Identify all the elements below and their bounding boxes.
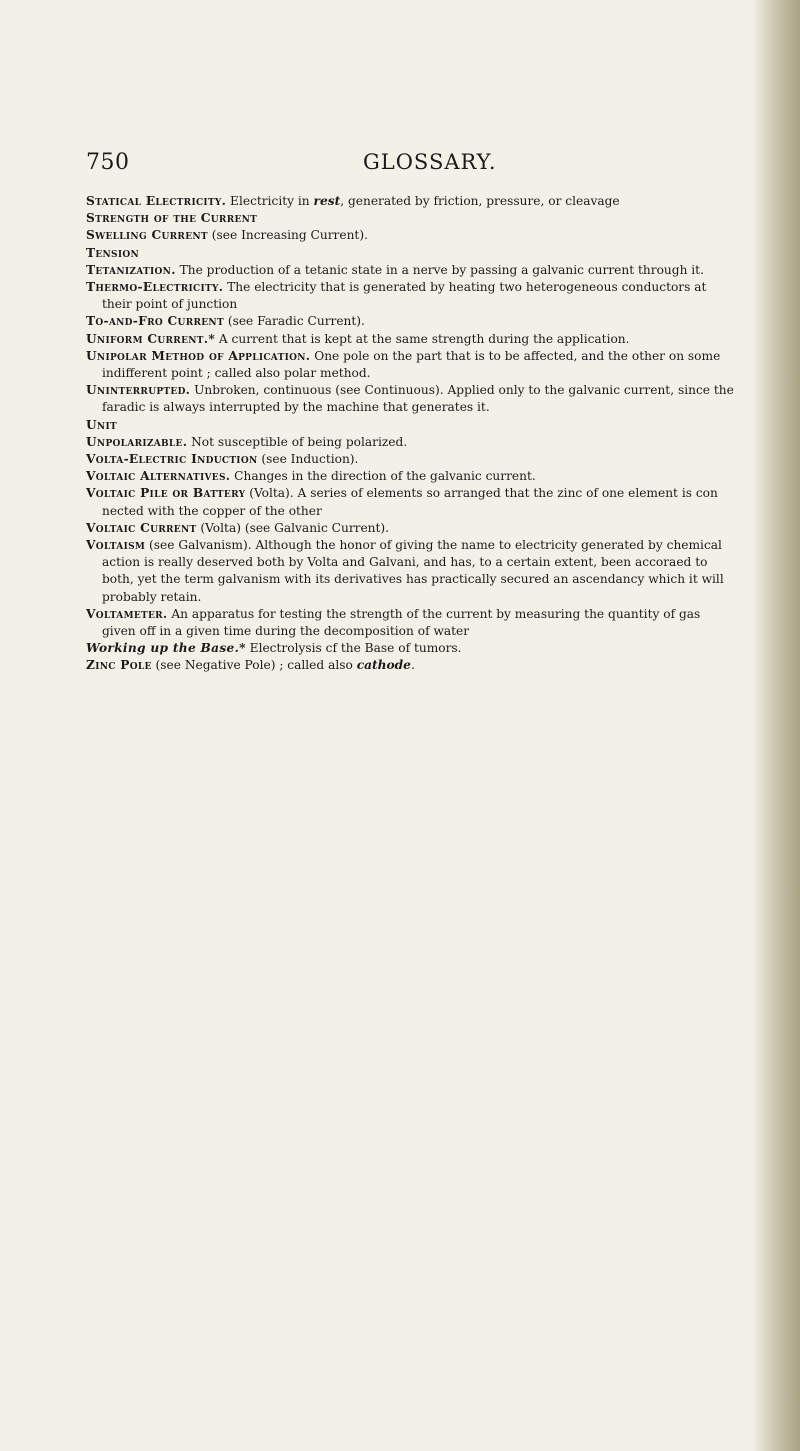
glossary-entry: [86, 227, 736, 244]
entry-text: One pole on the part that is to be affected, and the other on some indifferent point ; called also polar method.: [102, 348, 721, 381]
entry-text: The electricity that is generated by heating two heterogeneous conductors at their point of junction: [102, 280, 707, 312]
entry-term: Voltameter.: [86, 606, 168, 621]
glossary-entry: [86, 245, 736, 262]
glossary-entry: [86, 348, 736, 382]
entry-text: (see Faradic Current).: [223, 314, 365, 329]
entry-text: Changes in the direction of the galvanic current.: [230, 469, 536, 484]
glossary-entry: [86, 434, 736, 451]
entry-text: Electrolysis cf the Base of tumors.: [245, 641, 462, 656]
entry-term: Voltaism: [86, 538, 146, 553]
entry-term: Unipolar Method of Application.: [86, 348, 311, 363]
entry-term: Tension: [86, 245, 140, 260]
entry-term: Voltaic Current: [86, 520, 197, 535]
glossary-entry: [86, 417, 736, 434]
entry-term: Strength of the Current: [86, 211, 258, 226]
entry-term: Uninterrupted.: [86, 383, 191, 398]
entry-text: (see Galvanism). Although the honor of giving the name to electricity generated by chemical action is really deserved both by Volta and Galvani, and has, to a certain extent, been accoraed to both, yet the term galvanism with its derivatives has practically secured an ascendancy which it will probably retain.: [102, 538, 724, 604]
glossary-entry: [86, 468, 736, 485]
glossary-entry: [86, 279, 736, 313]
entry-term: Unpolarizable.: [86, 434, 188, 449]
glossary-entry: [86, 313, 736, 330]
entry-text: (Volta) (see Galvanic Current).: [196, 520, 390, 535]
entry-term: Unit: [86, 417, 117, 432]
entry-term: Tetanization.: [86, 262, 176, 277]
entry-text: (see Induction).: [257, 452, 359, 467]
entry-italic: cathode: [356, 658, 411, 673]
entry-text: (see Negative Pole) ; called also: [151, 658, 357, 673]
glossary-entry: [86, 640, 736, 657]
entry-text: The production of a tetanic state in a nerve by passing a galvanic current through it.: [175, 262, 704, 277]
entry-text: Unbroken, continuous (see Continuous). Applied only to the galvanic current, since the faradic is always interrupted by the machine that generates it.: [102, 383, 734, 415]
entry-text: (Volta). A series of elements so arranged that the zinc of one element is con nected with the copper of the other: [102, 486, 718, 518]
entry-text: A current that is kept at the same strength during the application.: [215, 331, 630, 346]
entry-text-after: , generated by friction, pressure, or cleavage: [340, 194, 620, 208]
entry-term: Swelling Current: [86, 228, 208, 243]
glossary-entry: [86, 210, 736, 227]
entry-term: Volta-Electric Induction: [86, 452, 258, 467]
entry-term: Thermo-Electricity.: [86, 280, 224, 295]
glossary-entry: [86, 520, 736, 537]
entry-italic: rest: [313, 194, 341, 208]
entry-text-after: .: [410, 658, 415, 673]
running-title: GLOSSARY.: [363, 150, 497, 174]
entry-term: Working up the Base.*: [86, 641, 246, 656]
glossary-entry: [86, 657, 736, 674]
entry-text: (see Increasing Current).: [207, 228, 368, 243]
glossary-entry: [86, 485, 736, 519]
glossary-entry: [86, 606, 736, 640]
entry-term: Uniform Current.*: [86, 331, 215, 346]
entry-text: An apparatus for testing the strength of the current by measuring the quantity of gas given off in a given time during the decomposition of water: [102, 606, 701, 639]
page-header: [86, 150, 496, 180]
glossary-entries: [86, 193, 736, 675]
glossary-entry: [86, 537, 736, 606]
glossary-entry: [86, 331, 736, 348]
entry-term: To-and-Fro Current: [86, 314, 224, 329]
entry-term: Zinc Pole: [86, 658, 152, 673]
glossary-entry: [86, 451, 736, 468]
glossary-entry: [86, 193, 736, 210]
entry-text: Electricity in: [226, 194, 314, 208]
page-number: 750: [86, 150, 130, 175]
entry-term: Statical Electricity.: [86, 194, 227, 208]
glossary-entry: [86, 382, 736, 416]
entry-term: Voltaic Pile or Battery: [86, 486, 246, 501]
entry-text: Not susceptible of being polarized.: [187, 434, 408, 449]
glossary-entry: [86, 262, 736, 279]
page-edge-shadow: [752, 0, 800, 1451]
entry-term: Voltaic Alternatives.: [86, 469, 231, 484]
